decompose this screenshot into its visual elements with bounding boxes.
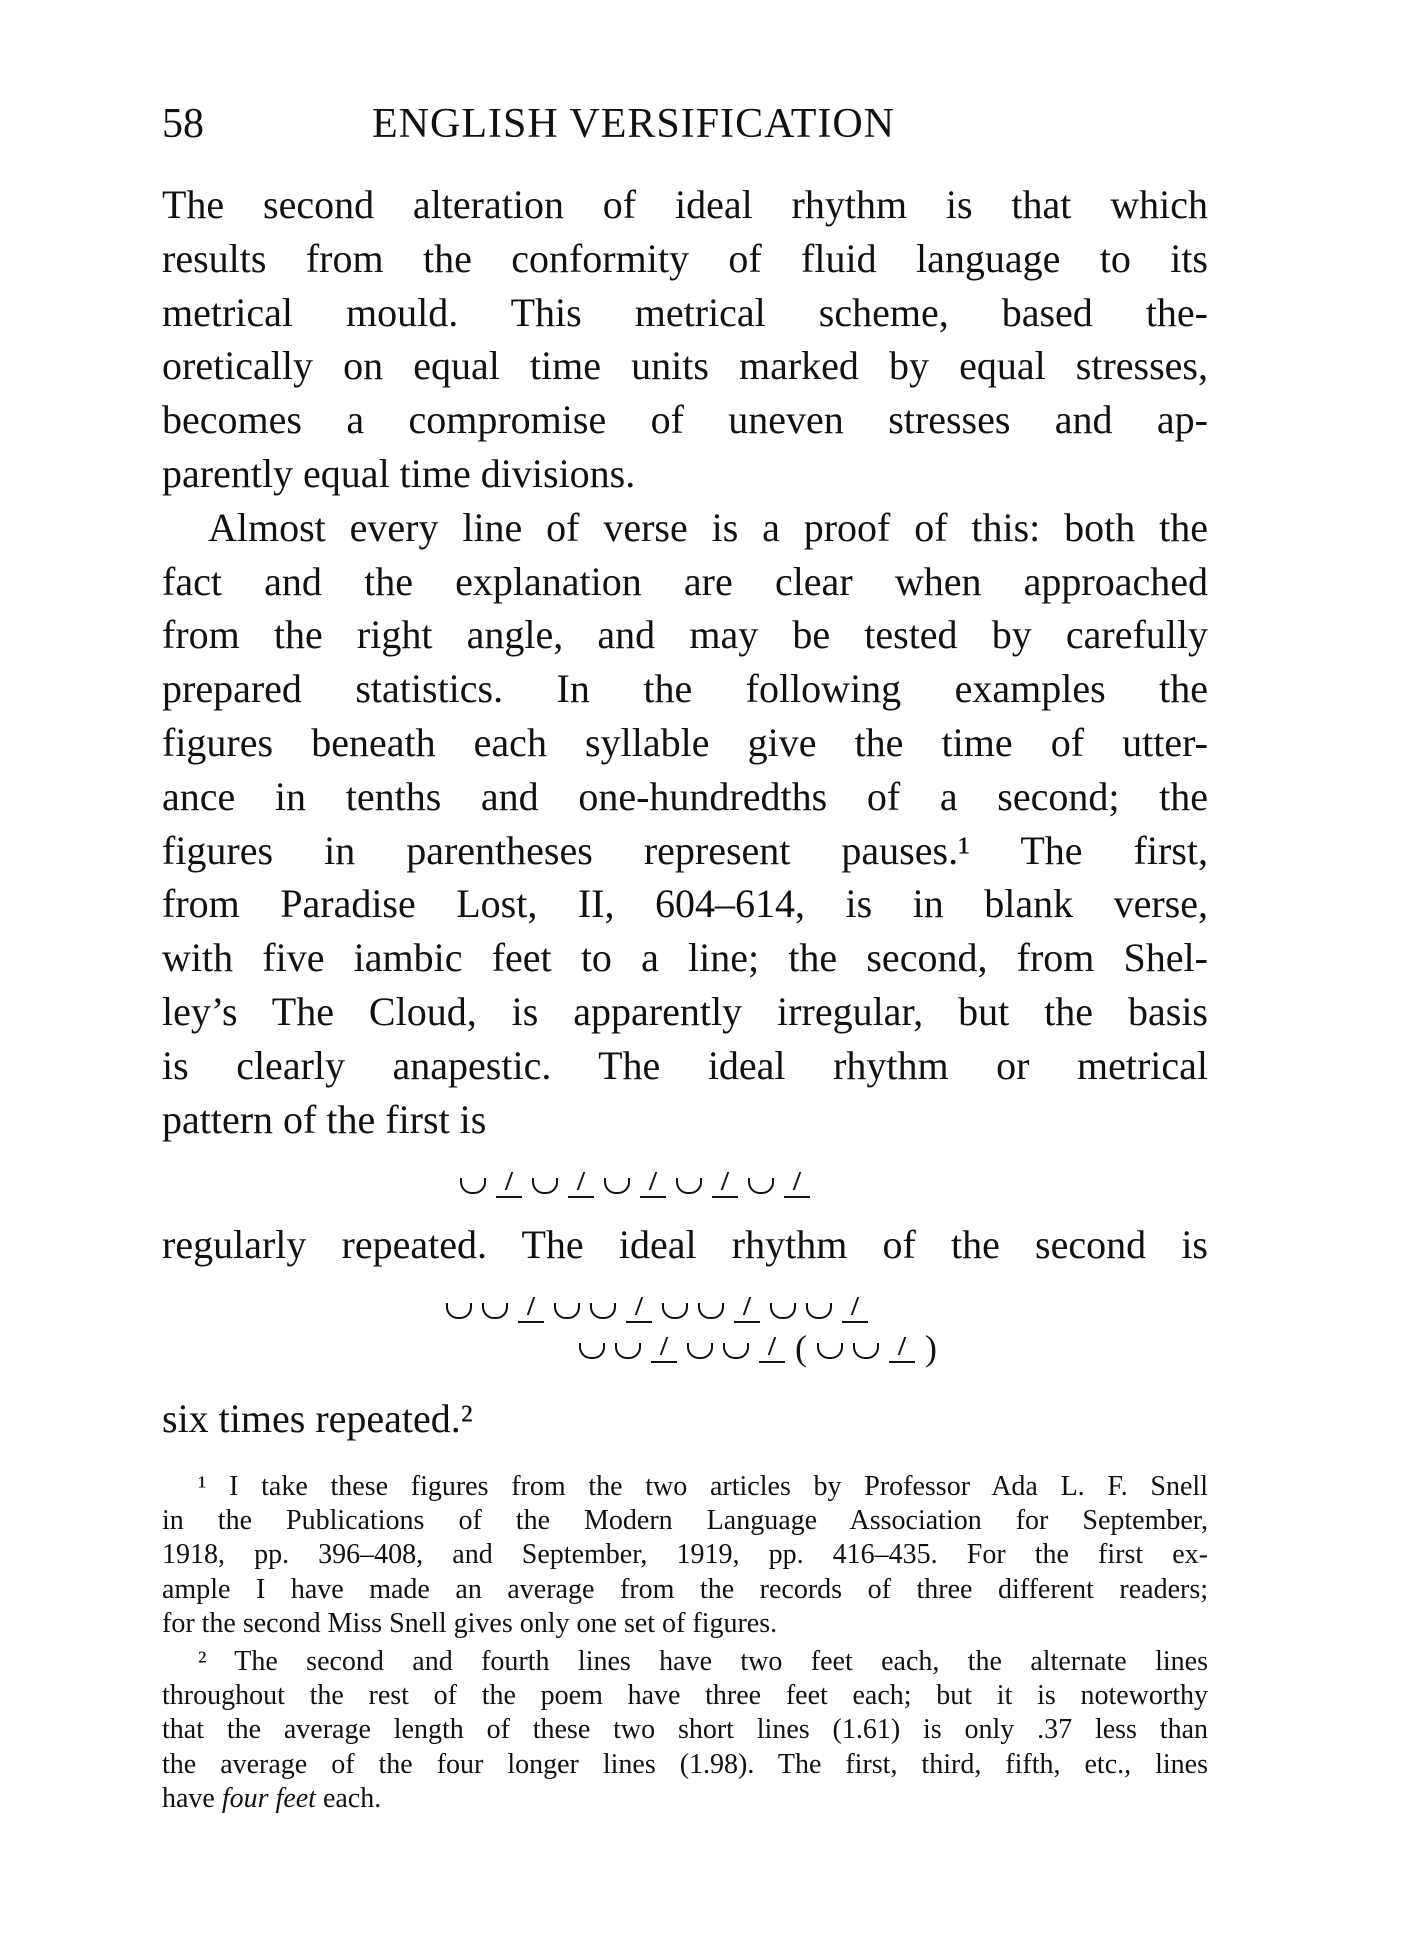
- unstressed-syllable-mark: [723, 1343, 749, 1359]
- stressed-syllable-mark: [568, 1170, 594, 1198]
- meter-pattern-second-line2: [579, 1328, 937, 1368]
- unstressed-syllable-mark: [687, 1343, 713, 1359]
- unstressed-syllable-mark: [806, 1303, 832, 1319]
- stressed-syllable-mark: [712, 1170, 738, 1198]
- body-line: prepared statistics. In the following examples the: [162, 666, 1208, 712]
- body-line: Almost every line of verse is a proof of this: both the: [208, 504, 1208, 550]
- body-line: oretically on equal time units marked by equal stresses,: [162, 343, 1208, 389]
- body-line: regularly repeated. The ideal rhythm of the second is: [162, 1222, 1208, 1267]
- stressed-syllable-mark: [842, 1295, 868, 1323]
- body-line: six times repeated.²: [162, 1396, 473, 1441]
- unstressed-syllable-mark: [579, 1343, 605, 1359]
- unstressed-syllable-mark: [770, 1303, 796, 1319]
- running-title: ENGLISH VERSIFICATION: [372, 101, 896, 147]
- footnote-1: [162, 1470, 1208, 1641]
- footnote-line: ¹ I take these figures from the two articles by Professor Ada L. F. Snell: [198, 1471, 1208, 1502]
- body-line: metrical mould. This metrical scheme, based the-: [162, 289, 1208, 335]
- unstressed-syllable-mark: [748, 1178, 774, 1194]
- body-paragraphs: [162, 178, 1208, 1146]
- unstressed-syllable-mark: [590, 1303, 616, 1319]
- unstressed-syllable-mark: [853, 1343, 879, 1359]
- footnote-line: throughout the rest of the poem have three feet each; but it is noteworthy: [162, 1680, 1208, 1712]
- stressed-syllable-mark: [784, 1170, 810, 1198]
- footnote-text: each.: [315, 1782, 382, 1814]
- unstressed-syllable-mark: [817, 1343, 843, 1359]
- unstressed-syllable-mark: [676, 1178, 702, 1194]
- footnote-line: the average of the four longer lines (1.98). The first, third, fifth, etc., lines: [162, 1748, 1208, 1780]
- body-line: from the right angle, and may be tested by carefully: [162, 612, 1208, 658]
- unstressed-syllable-mark: [554, 1303, 580, 1319]
- footnote-text: have: [162, 1782, 222, 1814]
- page-number: 58: [162, 101, 204, 147]
- unstressed-syllable-mark: [698, 1303, 724, 1319]
- optional-foot-parenthesis: ): [925, 1328, 937, 1368]
- unstressed-syllable-mark: [446, 1303, 472, 1319]
- body-line: pattern of the first is: [162, 1096, 487, 1142]
- body-line: parently equal time divisions.: [162, 450, 636, 496]
- body-line: figures in parentheses represent pauses.¹ The first,: [162, 827, 1208, 873]
- body-line: with five iambic feet to a line; the second, from Shel-: [162, 935, 1208, 981]
- footnote-line: in the Publications of the Modern Language Association for September,: [162, 1505, 1208, 1537]
- body-line: becomes a compromise of uneven stresses and ap-: [162, 397, 1208, 443]
- footnote-line: 1918, pp. 396–408, and September, 1919, pp. 416–435. For the first ex-: [162, 1539, 1208, 1571]
- footnote-line: ² The second and fourth lines have two feet each, the alternate lines: [198, 1646, 1208, 1677]
- stressed-syllable-mark: [626, 1295, 652, 1323]
- body-line: ance in tenths and one-hundredths of a second; the: [162, 773, 1208, 819]
- body-line: results from the conformity of fluid language to its: [162, 235, 1208, 281]
- stressed-syllable-mark: [759, 1335, 785, 1363]
- footnote-line: for the second Miss Snell gives only one set of figures.: [162, 1607, 778, 1639]
- body-continuation: [162, 1218, 1208, 1272]
- body-line: ley’s The Cloud, is apparently irregular, but the basis: [162, 988, 1208, 1034]
- body-line: is clearly anapestic. The ideal rhythm or metrical: [162, 1042, 1208, 1088]
- running-header: [162, 100, 1208, 160]
- unstressed-syllable-mark: [482, 1303, 508, 1319]
- footnote-line: [162, 1782, 1208, 1816]
- body-line: figures beneath each syllable give the time of utter-: [162, 719, 1208, 765]
- meter-pattern-first: [460, 1170, 810, 1198]
- stressed-syllable-mark: [496, 1170, 522, 1198]
- footnote-italic-text: four feet: [221, 1782, 316, 1814]
- body-line: from Paradise Lost, II, 604–614, is in blank verse,: [162, 881, 1208, 927]
- unstressed-syllable-mark: [615, 1343, 641, 1359]
- body-line: fact and the explanation are clear when approached: [162, 558, 1208, 604]
- stressed-syllable-mark: [889, 1335, 915, 1363]
- stressed-syllable-mark: [734, 1295, 760, 1323]
- unstressed-syllable-mark: [604, 1178, 630, 1194]
- stressed-syllable-mark: [651, 1335, 677, 1363]
- footnote-line: ample I have made an average from the records of three different readers;: [162, 1573, 1208, 1605]
- body-line: The second alteration of ideal rhythm is that which: [162, 182, 1208, 227]
- meter-pattern-second-line1: [446, 1295, 868, 1323]
- footnote-2: [162, 1645, 1208, 1816]
- footnote-line: that the average length of these two short lines (1.61) is only .37 less than: [162, 1714, 1208, 1746]
- stressed-syllable-mark: [640, 1170, 666, 1198]
- body-continuation-2: [162, 1392, 1208, 1446]
- unstressed-syllable-mark: [460, 1178, 486, 1194]
- optional-foot-parenthesis: (: [795, 1328, 807, 1368]
- stressed-syllable-mark: [518, 1295, 544, 1323]
- unstressed-syllable-mark: [662, 1303, 688, 1319]
- unstressed-syllable-mark: [532, 1178, 558, 1194]
